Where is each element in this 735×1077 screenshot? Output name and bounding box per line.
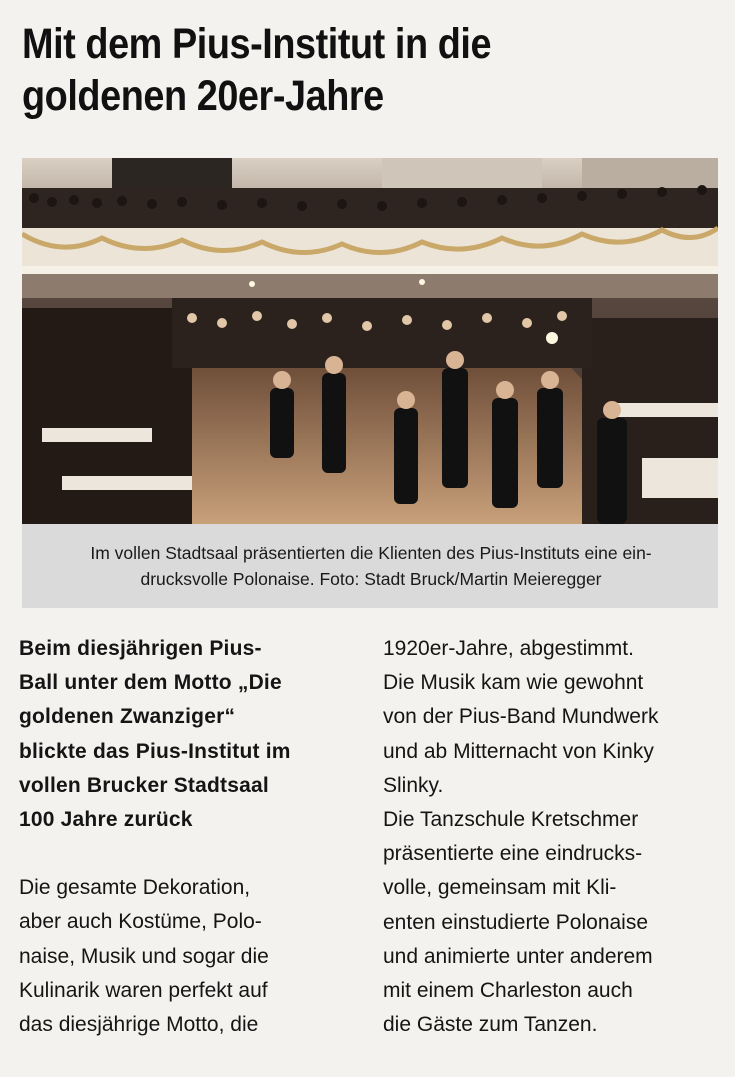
body-line: präsentierte eine eindrucks- — [383, 842, 643, 866]
body-line: Die gesamte Dekoration, — [19, 876, 251, 900]
article-body-right-2 — [383, 803, 717, 1042]
body-line: Die Tanzschule Kretschmer — [383, 808, 639, 832]
event-photo — [22, 158, 718, 524]
body-line: das diesjährige Motto, die — [19, 1013, 259, 1037]
article-body-left — [19, 871, 352, 1042]
body-line: naise, Musik und sogar die — [19, 944, 269, 968]
body-line: Die Musik kam wie gewohnt — [383, 671, 644, 695]
body-line: Kulinarik waren perfekt auf — [19, 978, 268, 1002]
article-column-left — [19, 632, 352, 1042]
body-line: 1920er-Jahre, abgestimmt. — [383, 637, 634, 660]
lead-line: blickte das Pius-Institut im — [19, 739, 291, 763]
lead-line: goldenen Zwanziger“ — [19, 705, 236, 729]
article-body-right-1 — [383, 632, 717, 803]
article-headline — [22, 18, 629, 122]
lead-line: 100 Jahre zurück — [19, 808, 193, 832]
caption-line-1: Im vollen Stadtsaal präsentierten die Klienten des Pius-Instituts eine ein- — [90, 543, 652, 563]
body-line: Slinky. — [383, 773, 444, 797]
headline-line-2: goldenen 20er-Jahre — [22, 72, 384, 120]
article-column-right — [383, 632, 717, 1042]
lead-line: Beim diesjährigen Pius- — [19, 637, 262, 660]
body-line: enten einstudierte Polonaise — [383, 910, 649, 934]
body-line: mit einem Charleston auch — [383, 979, 633, 1003]
body-line: volle, gemeinsam mit Kli- — [383, 876, 617, 900]
article-lead — [19, 632, 352, 837]
body-line: die Gäste zum Tanzen. — [383, 1013, 598, 1037]
lead-line: Ball unter dem Motto „Die — [19, 671, 282, 695]
body-line: und animierte unter anderem — [383, 944, 653, 968]
body-line: von der Pius-Band Mundwerk — [383, 705, 659, 729]
photo-caption — [22, 524, 718, 608]
lead-line: vollen Brucker Stadtsaal — [19, 773, 269, 797]
caption-line-2: drucksvolle Polonaise. Foto: Stadt Bruck/Martin Meieregger — [140, 569, 602, 589]
headline-line-1: Mit dem Pius-Institut in die — [22, 20, 492, 68]
body-line: aber auch Kostüme, Polo- — [19, 910, 262, 934]
body-line: und ab Mitternacht von Kinky — [383, 739, 654, 763]
